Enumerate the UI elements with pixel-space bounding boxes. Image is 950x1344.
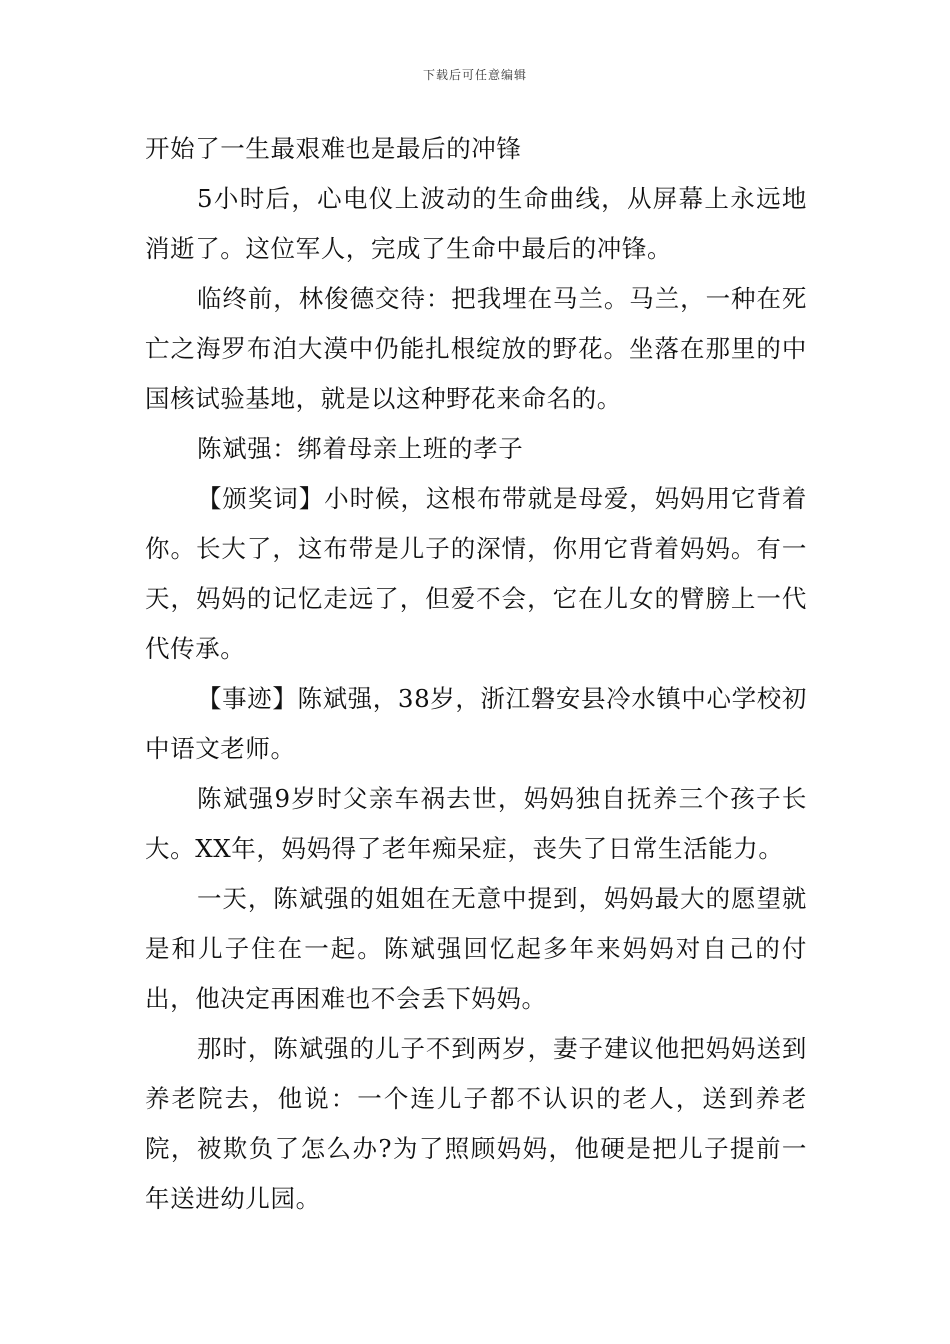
paragraph-8: 一天，陈斌强的姐姐在无意中提到，妈妈最大的愿望就是和儿子住在一起。陈斌强回忆起多年来妈妈对自己的付出，他决定再困难也不会丢下妈妈。	[145, 884, 807, 1013]
paragraph-9: 那时，陈斌强的儿子不到两岁，妻子建议他把妈妈送到养老院去，他说：一个连儿子都不认识的老人，送到养老院，被欺负了怎么办?为了照顾妈妈，他硬是把儿子提前一年送进幼儿园。	[145, 1034, 807, 1213]
section-heading-chen-binqiang: 陈斌强：绑着母亲上班的孝子	[197, 434, 524, 463]
paragraph-2: 5小时后，心电仪上波动的生命曲线，从屏幕上永远地消逝了。这位军人，完成了生命中最后的冲锋。	[145, 184, 807, 263]
paragraph-award-citation: 【颁奖词】小时候，这根布带就是母爱，妈妈用它背着你。长大了，这布带是儿子的深情，你用它背着妈妈。有一天，妈妈的记忆走远了，但爱不会，它在儿女的臂膀上一代代传承。	[145, 484, 807, 663]
paragraph-7: 陈斌强9岁时父亲车祸去世，妈妈独自抚养三个孩子长大。XX年，妈妈得了老年痴呆症，丧失了日常生活能力。	[145, 784, 807, 863]
paragraph-3: 临终前，林俊德交待：把我埋在马兰。马兰，一种在死亡之海罗布泊大漠中仍能扎根绽放的野花。坐落在那里的中国核试验基地，就是以这种野花来命名的。	[145, 284, 807, 413]
document-body	[145, 124, 807, 1224]
page-header: 下载后可任意编辑	[422, 68, 527, 82]
paragraph-deeds: 【事迹】陈斌强，38岁，浙江磐安县冷水镇中心学校初中语文老师。	[145, 684, 807, 763]
paragraph-1: 开始了一生最艰难也是最后的冲锋	[145, 134, 522, 163]
